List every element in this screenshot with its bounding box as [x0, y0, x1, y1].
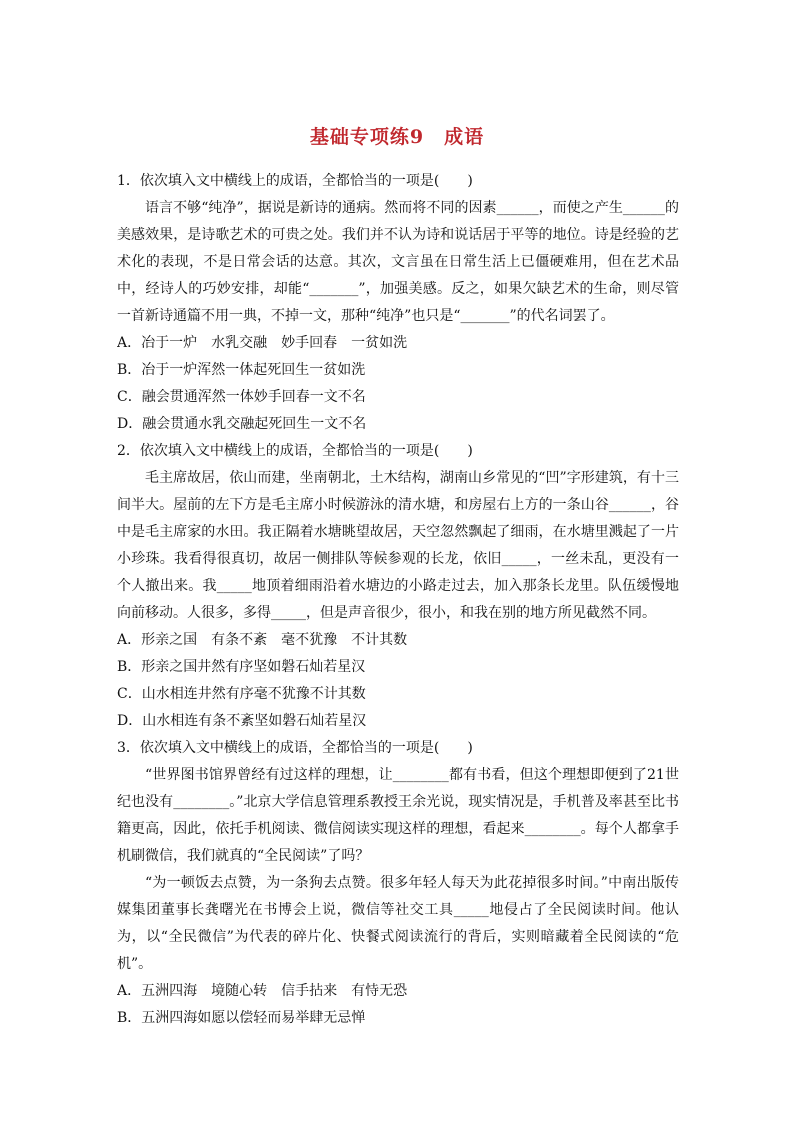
question-passage: 语言不够“纯净”，据说是新诗的通病。然而将不同的因素______，而使之产生______的美感效果，是诗歌艺术的可贵之处。我们并不认为诗和说话居于平等的地位。诗是经验的艺术化的表现，不是日常会话的达意。其次，文言虽在日常生活上已僵硬难用，但在艺术品中，经诗人的巧妙安排，却能“_______”，加强美感。反之，如果欠缺艺术的生命，则尽管一首新诗通篇不用一典，不掉一文，那种“纯净”也只是“_______”的代名词罢了。: [117, 200, 679, 324]
option-b[interactable]: B．五洲四海如愿以偿轻而易举肆无忌惮: [117, 1010, 366, 1026]
question-1: [117, 168, 679, 438]
option-c[interactable]: C．山水相连井然有序毫不犹豫不计其数: [117, 686, 366, 702]
question-stem: 3．依次填入文中横线上的成语，全都恰当的一项是( ): [117, 740, 473, 756]
question-stem: 2．依次填入文中横线上的成语，全都恰当的一项是( ): [117, 443, 473, 459]
page-title: 基础专项练9 成语: [309, 126, 485, 148]
option-a[interactable]: A．形亲之国 有条不紊 毫不犹豫 不计其数: [117, 632, 408, 648]
question-passage: 毛主席故居，依山而建，坐南朝北，土木结构，湖南山乡常见的“凹”字形建筑，有十三间半大。屋前的左下方是毛主席小时候游泳的清水塘，和房屋右上方的一条山谷______，谷中是毛主席家的水田。我正隔着水塘眺望故居，天空忽然飘起了细雨，在水塘里溅起了一片小珍珠。我看得很真切，故居一侧排队等候参观的长龙，依旧_____，一丝未乱，更没有一个人撤出来。我_____地顶着细雨沿着水塘边的小路走过去，加入那条长龙里。队伍缓慢地向前移动。人很多，多得_____，但是声音很少，很小，和我在别的地方所见截然不同。: [117, 470, 679, 621]
option-d[interactable]: D．山水相连有条不紊坚如磐石灿若星汉: [117, 713, 367, 729]
question-2: [117, 438, 679, 735]
option-b[interactable]: B．形亲之国井然有序坚如磐石灿若星汉: [117, 659, 366, 675]
question-passage: “世界图书馆界曾经有过这样的理想，让________都有书看，但这个理想即便到了21世纪也没有________。”北京大学信息管理系教授王余光说，现实情况是，手机普及率甚至比书籍更高，因此，依托手机阅读、微信阅读实现这样的理想，看起来________。每个人都拿手机刷微信，我们就真的“全民阅读”了吗？: [117, 767, 679, 864]
question-3: [117, 735, 679, 1032]
question-list: [117, 168, 679, 1032]
option-a[interactable]: A．冶于一炉 水乳交融 妙手回春 一贫如洗: [117, 335, 408, 351]
option-c[interactable]: C．融会贯通浑然一体妙手回春一文不名: [117, 389, 366, 405]
question-stem: 1．依次填入文中横线上的成语，全都恰当的一项是( ): [117, 173, 473, 189]
option-a[interactable]: A．五洲四海 境随心转 信手拈来 有恃无恐: [117, 983, 408, 999]
question-passage: “为一顿饭去点赞，为一条狗去点赞。很多年轻人每天为此花掉很多时间。”中南出版传媒集团董事长龚曙光在书博会上说，微信等社交工具_____地侵占了全民阅读时间。他认为，以“全民微信”为代表的碎片化、快餐式阅读流行的背后，实则暗藏着全民阅读的“危机”。: [117, 875, 679, 972]
option-b[interactable]: B．冶于一炉浑然一体起死回生一贫如洗: [117, 362, 366, 378]
option-d[interactable]: D．融会贯通水乳交融起死回生一文不名: [117, 416, 367, 432]
